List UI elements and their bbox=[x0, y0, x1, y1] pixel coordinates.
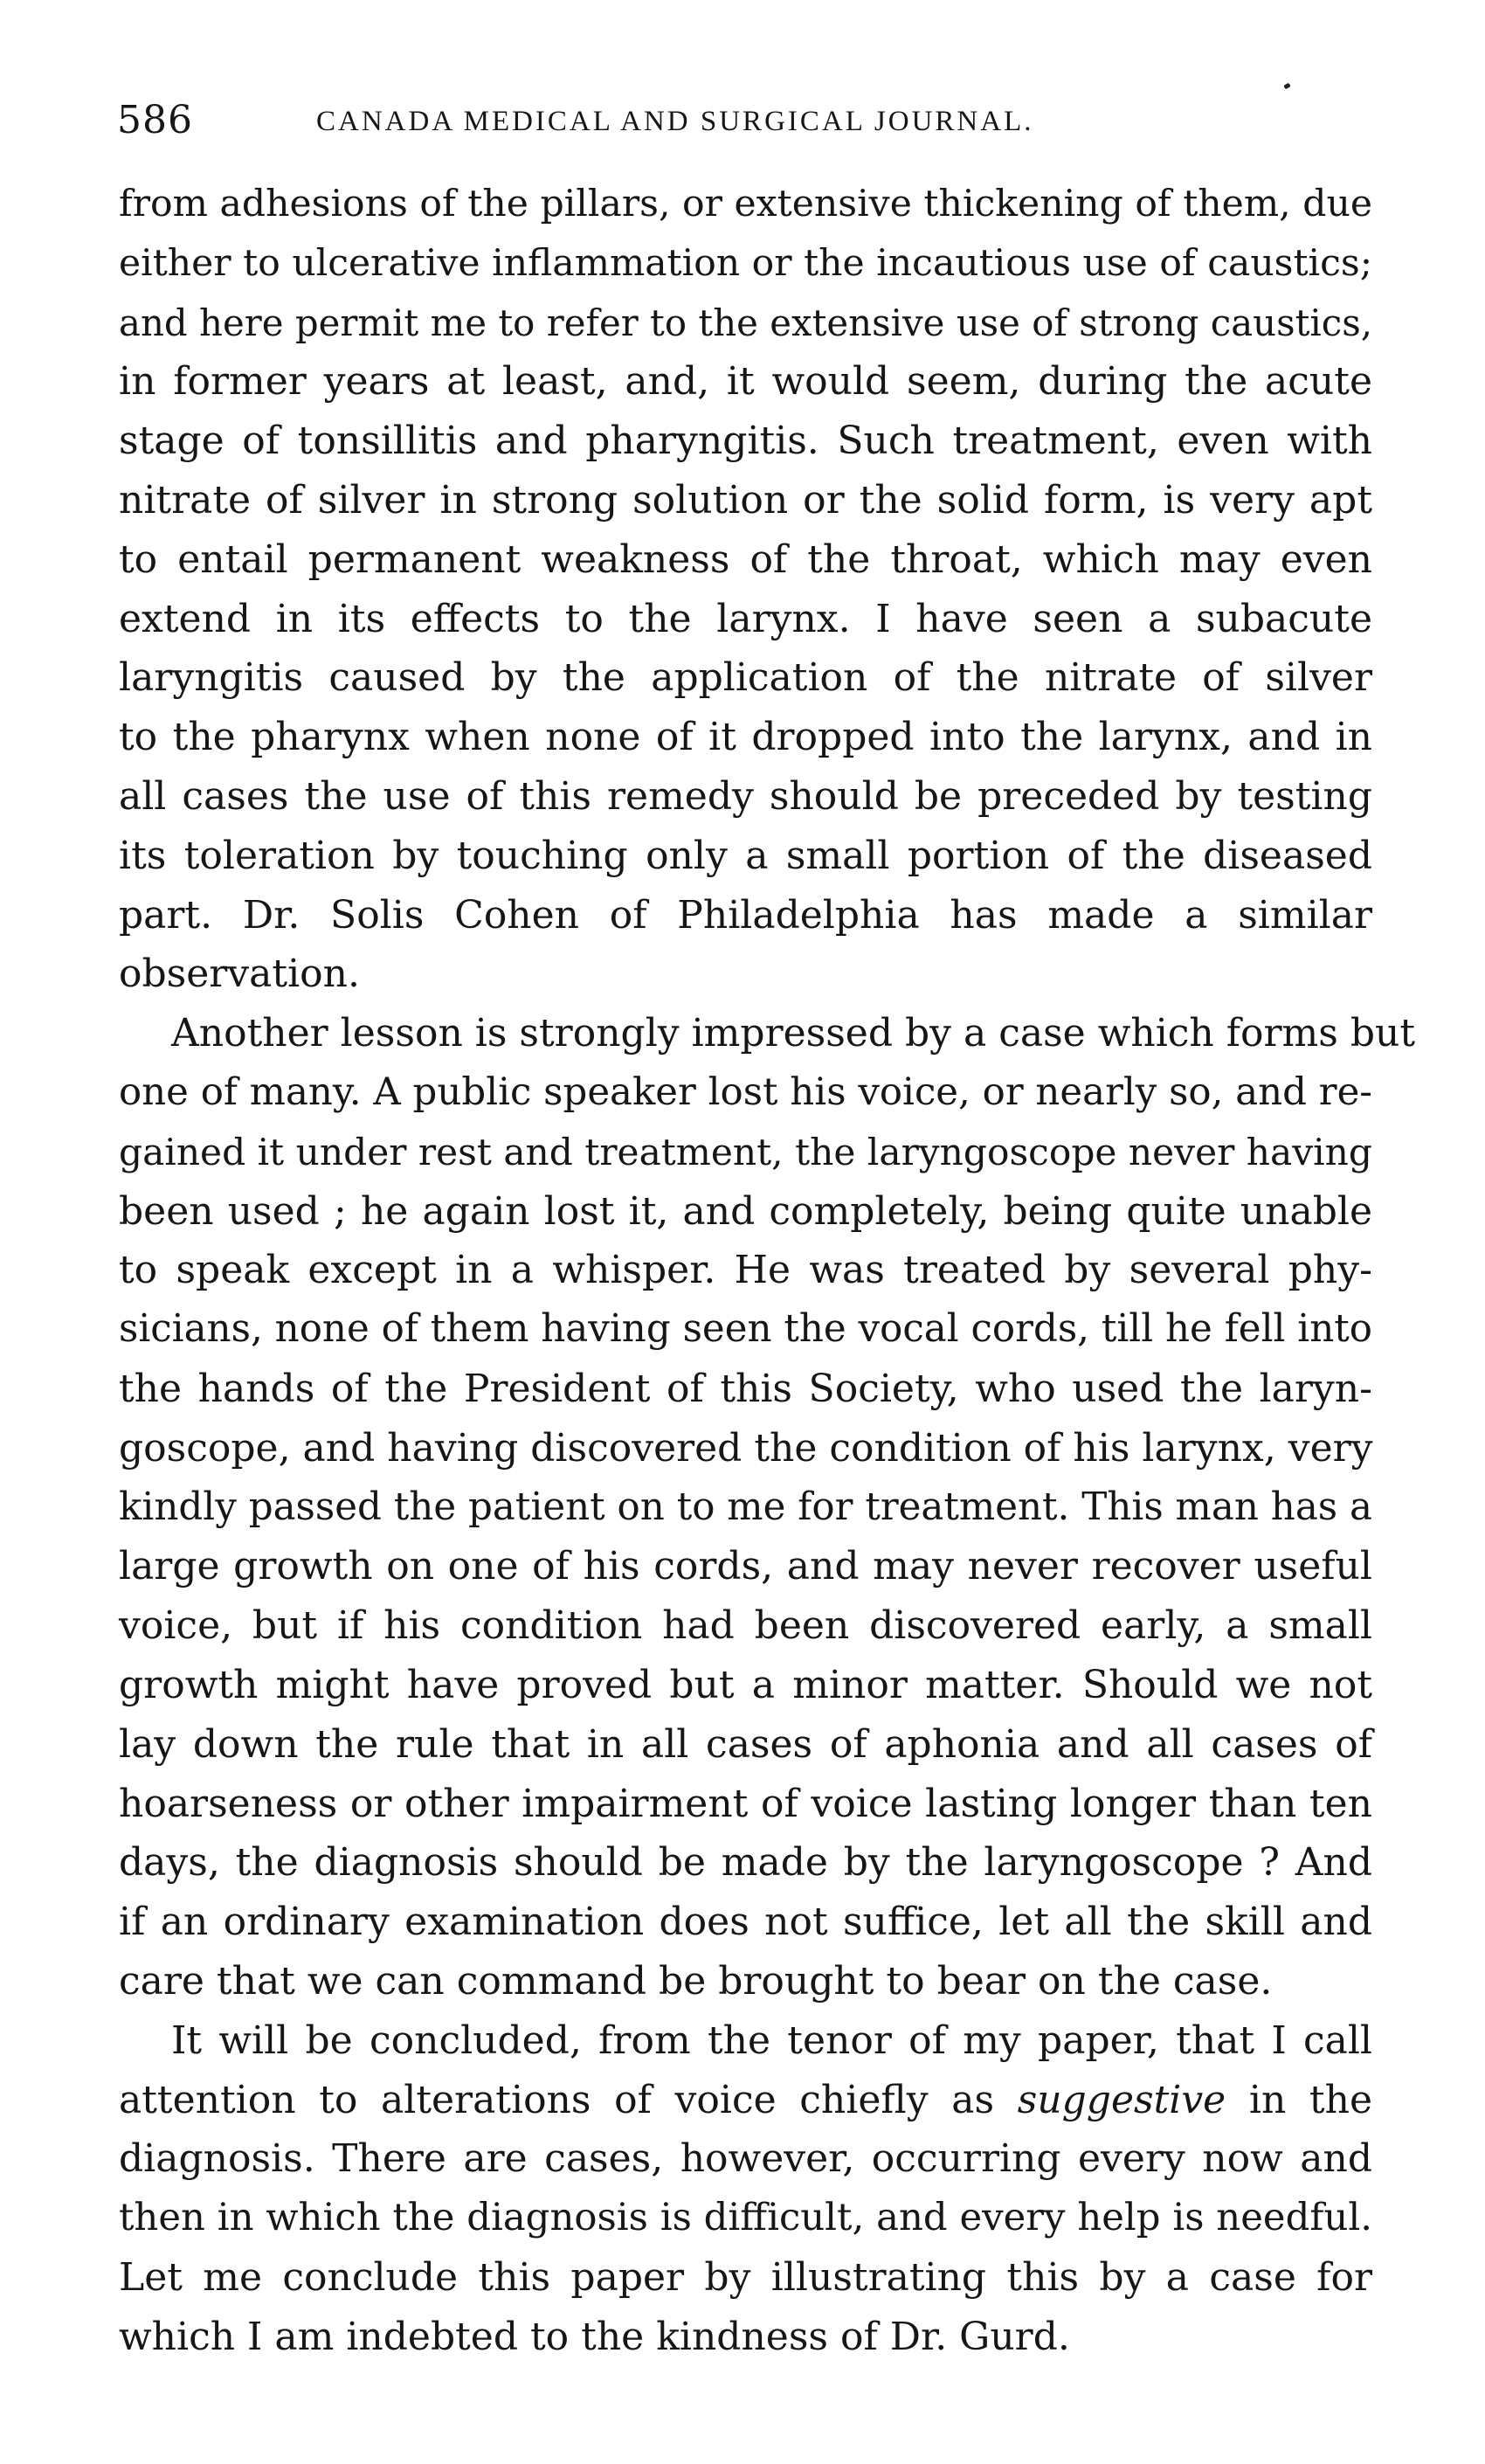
text-line: Another lesson is strongly impressed by a case which forms but bbox=[171, 1011, 1416, 1056]
emphasized-word: suggestive bbox=[1017, 2077, 1226, 2122]
text-line: diagnosis. There are cases, however, occurring every now and bbox=[119, 2136, 1372, 2182]
text-line: part. Dr. Solis Cohen of Philadelphia has made a similar bbox=[119, 892, 1372, 938]
text-line-with-emphasis bbox=[119, 2071, 1372, 2130]
running-head: CANADA MEDICAL AND SURGICAL JOURNAL. bbox=[316, 106, 1034, 137]
text-line: days, the diagnosis should be made by the laryngoscope ? And bbox=[119, 1840, 1372, 1886]
text-line: nitrate of silver in strong solution or the solid form, is very apt bbox=[119, 477, 1372, 523]
text-line: laryngitis caused by the application of the nitrate of silver bbox=[119, 655, 1372, 701]
text-line: care that we can command be brought to bear on the case. bbox=[119, 1958, 1273, 2004]
text-line: which I am indebted to the kindness of Dr. Gurd. bbox=[119, 2314, 1070, 2359]
paragraph-2 bbox=[119, 1004, 1416, 2011]
body-text bbox=[119, 175, 1416, 2366]
text-line: its toleration by touching only a small portion of the diseased bbox=[119, 833, 1372, 878]
text-segment: attention to alterations of voice chiefly as bbox=[119, 2077, 1018, 2122]
text-line: voice, but if his condition had been discovered early, a small bbox=[119, 1603, 1372, 1649]
text-line: either to ulcerative inflammation or the incautious use of caustics; bbox=[119, 241, 1372, 285]
text-line: Let me conclude this paper by illustrating this by a case for bbox=[119, 2254, 1372, 2300]
text-line: the hands of the President of this Society, who used the laryn- bbox=[119, 1366, 1372, 1411]
text-line: growth might have proved but a minor matter. Should we not bbox=[119, 1662, 1372, 1707]
text-segment: in the bbox=[1226, 2077, 1372, 2122]
paragraph-1 bbox=[119, 175, 1372, 1004]
paragraph-3 bbox=[119, 2011, 1372, 2367]
text-line: large growth on one of his cords, and may never recover useful bbox=[119, 1544, 1372, 1589]
text-line: goscope, and having discovered the condition of his larynx, very bbox=[119, 1425, 1373, 1471]
text-line: to entail permanent weakness of the throat, which may even bbox=[119, 536, 1372, 582]
text-line: all cases the use of this remedy should be preceded by testing bbox=[119, 773, 1372, 819]
page-header bbox=[117, 94, 1366, 147]
text-line: then in which the diagnosis is difficult, and every help is needful. bbox=[119, 2196, 1372, 2240]
text-line: been used ; he again lost it, and completely, being quite unable bbox=[119, 1188, 1372, 1234]
text-line: stage of tonsillitis and pharyngitis. Such treatment, even with bbox=[119, 419, 1372, 464]
print-speck bbox=[1283, 83, 1291, 90]
text-line: extend in its effects to the larynx. I have seen a subacute bbox=[119, 596, 1372, 641]
text-line: in former years at least, and, it would seem, during the acute bbox=[119, 359, 1372, 405]
text-line: if an ordinary examination does not suffice, let all the skill and bbox=[119, 1900, 1372, 1945]
text-line: It will be concluded, from the tenor of my paper, that I call bbox=[171, 2018, 1372, 2063]
text-line: gained it under rest and treatment, the laryngoscope never having bbox=[119, 1130, 1372, 1173]
text-line: from adhesions of the pillars, or extensive thickening of them, due bbox=[119, 183, 1372, 225]
text-line: to speak except in a whisper. He was treated by several phy- bbox=[119, 1248, 1372, 1293]
text-line: kindly passed the patient on to me for treatment. This man has a bbox=[119, 1485, 1372, 1529]
text-line: sicians, none of them having seen the vocal cords, till he fell into bbox=[119, 1307, 1372, 1352]
text-line: and here permit me to refer to the extensive use of strong caustics, bbox=[119, 301, 1372, 344]
text-line: hoarseness or other impairment of voice lasting longer than ten bbox=[119, 1781, 1372, 1826]
page-number: 586 bbox=[117, 98, 193, 142]
text-line: to the pharynx when none of it dropped into the larynx, and in bbox=[119, 715, 1372, 760]
text-line: one of many. A public speaker lost his voice, or nearly so, and re- bbox=[119, 1069, 1372, 1114]
text-line: observation. bbox=[119, 952, 360, 997]
text-line: lay down the rule that in all cases of aphonia and all cases of bbox=[119, 1721, 1372, 1767]
